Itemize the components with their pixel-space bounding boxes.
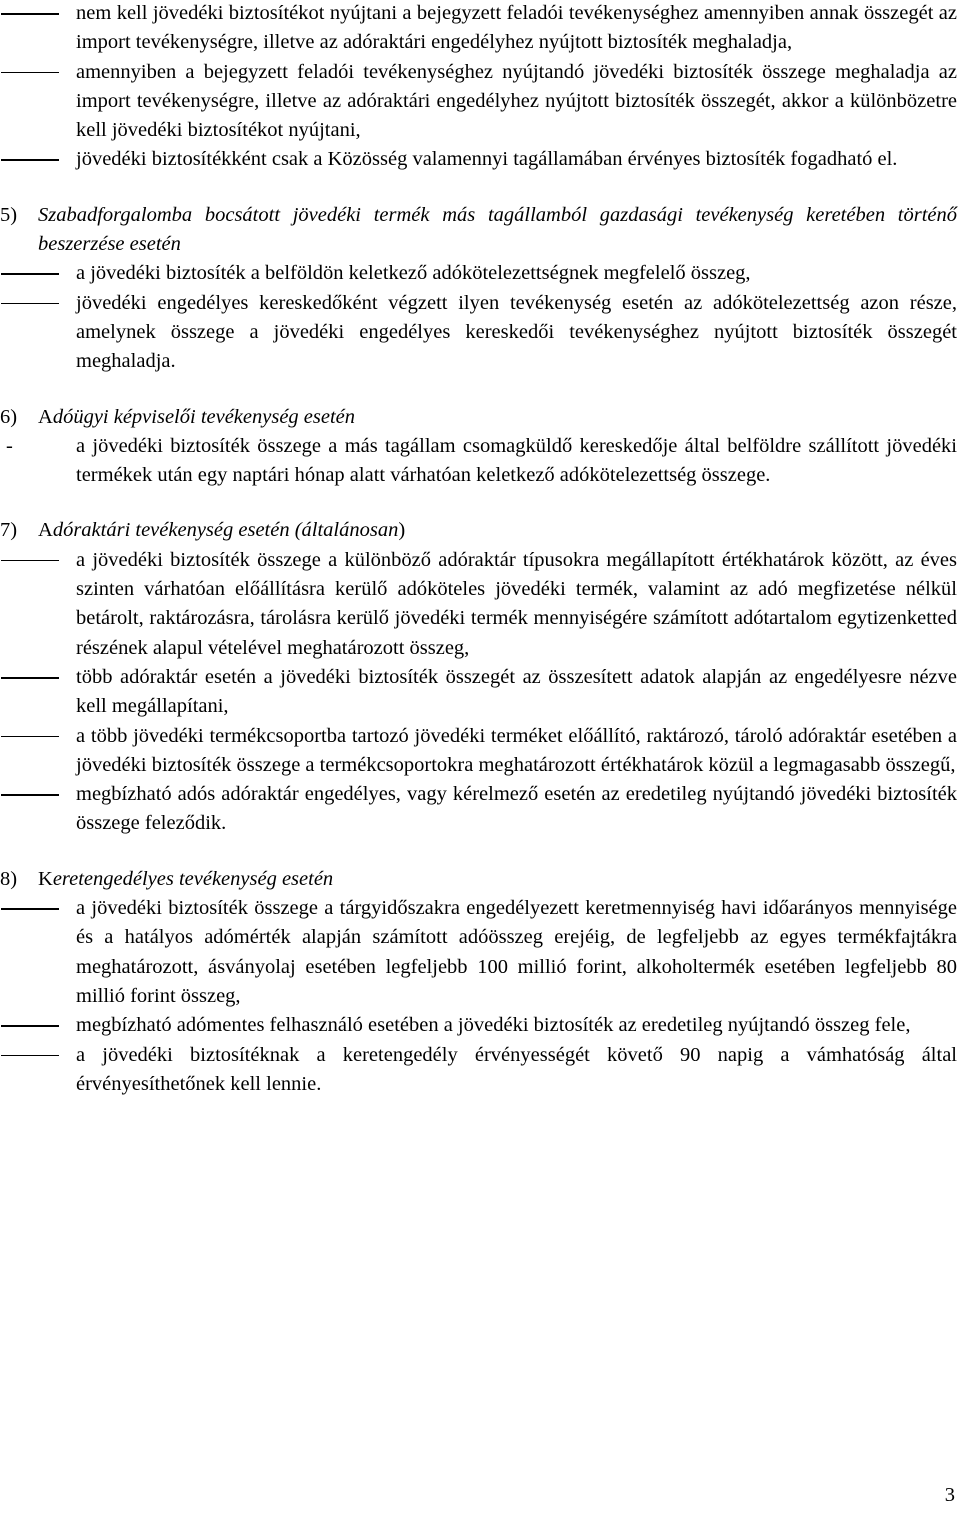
- list-item: [0, 894, 957, 1011]
- section-heading: [0, 516, 957, 545]
- section-8-list: [0, 894, 957, 1099]
- list-item-text: megbízható adómentes felhasználó esetében a jövedéki biztosíték az eredetileg nyújtandó összeg fele,: [76, 1014, 911, 1037]
- section-title-initial: A: [38, 519, 53, 542]
- list-item: [0, 0, 957, 58]
- section-heading: [0, 201, 957, 260]
- list-item-text: a jövedéki biztosíték összege a más tagállam csomagküldő kereskedője által belföldre szállított jövedéki termékek után egy naptári hónap alatt várhatóan keletkező adókötelezettség összege.: [76, 434, 957, 487]
- section-heading: [0, 865, 957, 894]
- section-title: eretengedélyes tevékenység esetén: [52, 867, 334, 890]
- list-item-text: nem kell jövedéki biztosítékot nyújtani a bejegyzett feladói tevékenységhez amennyiben annak összegét az import tevékenységre, illetve az adóraktári engedélyhez nyújtott biztosíték meghaladja,: [76, 2, 957, 54]
- list-item-text: a jövedéki biztosítéknak a keretengedély érvényességét követő 90 napig a vámhatóság által érvényesíthetőnek kell lennie.: [76, 1043, 957, 1095]
- list-item: [0, 1041, 957, 1100]
- section-7-list: [0, 546, 957, 839]
- section-7: [0, 516, 957, 838]
- section-5-list: [0, 259, 957, 376]
- list-item-text: jövedéki engedélyes kereskedőként végzett ilyen tevékenység esetén az adókötelezettség azon része, amelynek összege a jövedéki engedélyes kereskedői tevékenységhez nyújtott biztosíték összegét meghaladja.: [76, 291, 957, 373]
- list-item: [0, 780, 957, 839]
- section-number: 6): [0, 405, 18, 428]
- section-5: [0, 201, 957, 377]
- list-item-text: a jövedéki biztosíték a belföldön keletkező adókötelezettségnek megfelelő összeg,: [76, 262, 751, 285]
- list-item: [0, 259, 957, 288]
- section-6-list: [0, 432, 957, 491]
- list-item: - a jövedéki biztosíték összege a más tagállam csomagküldő kereskedője által belföldre szállított jövedéki termékek után egy naptári hónap alatt várhatóan keletkező adókötelezettség összege.: [6, 434, 957, 487]
- list-item-text: a több jövedéki termékcsoportba tartozó jövedéki terméket előállító, raktározó, tároló adóraktár esetében a jövedéki biztosíték összege a termékcsoportokra meghatározott értékhatárok közül a legmagasabb összegű,: [76, 724, 957, 776]
- list-item: [0, 58, 957, 146]
- list-item: [0, 1011, 957, 1040]
- section-heading: [0, 403, 957, 432]
- list-item: [0, 722, 957, 781]
- section-title: Szabadforgalomba bocsátott jövedéki termék más tagállamból gazdasági tevékenység keretében történő beszerzése esetén: [38, 203, 957, 256]
- section-title: dóraktári tevékenység esetén (általánosan: [52, 519, 399, 542]
- list-item-text: amennyiben a bejegyzett feladói tevékenységhez nyújtandó jövedéki biztosíték összege meghaladja az import tevékenységre, illetve az adóraktári engedélyhez nyújtott biztosíték összegét, akkor a különbözetre kell jövedéki biztosítékot nyújtani,: [76, 60, 957, 142]
- list-item: [0, 546, 957, 663]
- list-item: [0, 145, 957, 174]
- list-item-text: jövedéki biztosítékként csak a Közösség valamennyi tagállamában érvényes biztosíték fogadható el.: [76, 148, 898, 171]
- list-item: [0, 663, 957, 722]
- section-title-initial: K: [38, 867, 53, 890]
- section-number: 7): [0, 519, 18, 542]
- list-item-text: megbízható adós adóraktár engedélyes, vagy kérelmező esetén az eredetileg nyújtandó jövedéki biztosíték összege feleződik.: [76, 783, 957, 835]
- section-6: [0, 403, 957, 491]
- page-number: 3: [944, 1484, 955, 1506]
- section-8: [0, 865, 957, 1099]
- section-number: 8): [0, 867, 18, 890]
- intro-list: [0, 0, 957, 175]
- list-item-text: a jövedéki biztosíték összege a különböző adóraktár típusokra megállapított értékhatárok között, az éves szinten várhatóan előállításra kerülő adóköteles jövedéki termék, valamint az adó megfizetése nélkül betárolt, raktározásra, tárolásra kerülő jövedéki termék mennyiségére számított adótartalom egytizenketted részének alapul vételével meghatározott összeg,: [76, 548, 957, 659]
- list-item: [0, 289, 957, 377]
- list-item-text: a jövedéki biztosíték összege a tárgyidőszakra engedélyezett keretmennyiség havi időarányos mennyisége és a hatályos adómérték alapján számított adóösszeg erejéig, de legfeljebb az egyes termékfajtákra meghatározott, ásványolaj esetében legfeljebb 100 millió forint, alkoholtermék esetében legfeljebb 80 millió forint összeg,: [76, 897, 957, 1007]
- section-title-close: ): [398, 519, 406, 542]
- section-title-initial: A: [38, 405, 53, 428]
- list-item-text: több adóraktár esetén a jövedéki biztosíték összegét az összesített adatok alapján az engedélyesre nézve kell megállapítani,: [76, 665, 957, 718]
- section-title: dóügyi képviselői tevékenység esetén: [52, 405, 356, 428]
- section-number: 5): [0, 203, 18, 226]
